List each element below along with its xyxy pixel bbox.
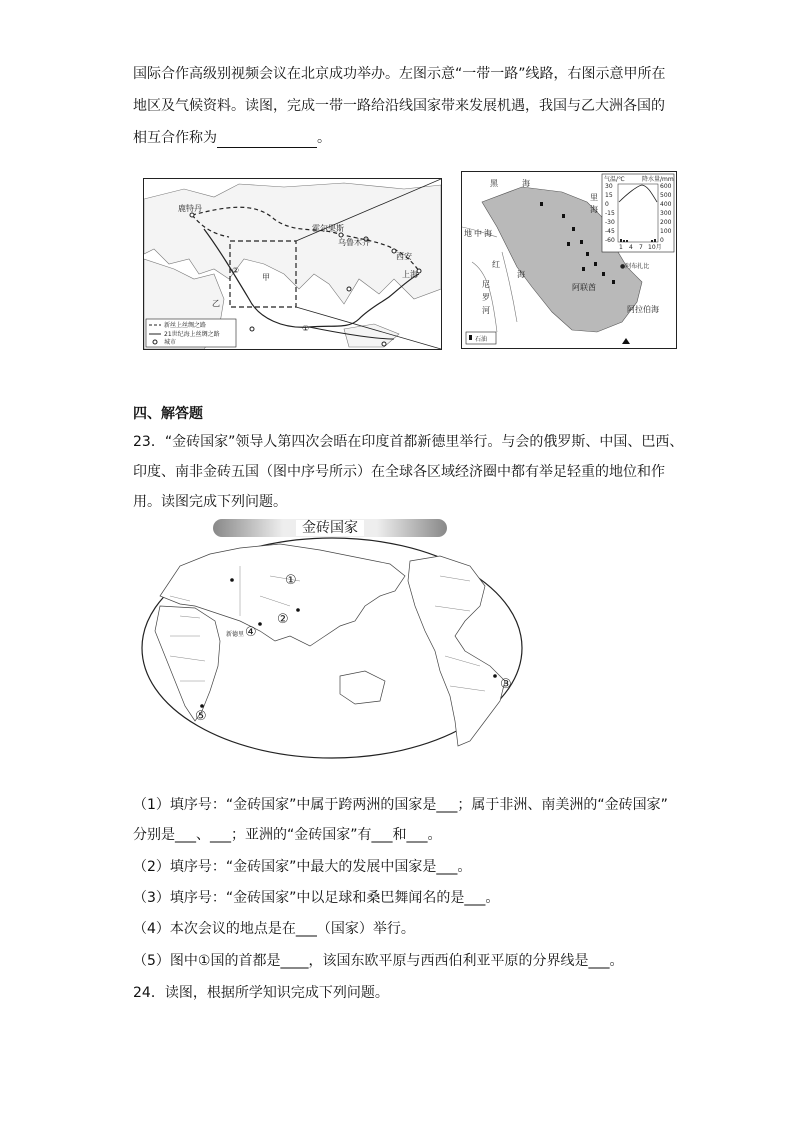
answer-blank[interactable] xyxy=(217,133,317,148)
label-shanghai: 上海 xyxy=(402,270,418,279)
precip-tick: 100 xyxy=(660,228,672,235)
intro-line-3-suffix: 。 xyxy=(317,130,331,146)
label-hei: 黑 xyxy=(490,179,498,188)
label-li: 里 xyxy=(590,193,598,202)
climate-precip-ticks xyxy=(660,183,672,244)
label-urumqi: 乌鲁木齐 xyxy=(338,238,370,247)
temp-tick: 30 xyxy=(605,183,613,190)
legend-city-text: 城市 xyxy=(164,339,177,346)
label-hai-2: 海 xyxy=(517,270,525,279)
month-tick: 4 xyxy=(629,244,633,251)
marker-5-south-africa: ⑤ xyxy=(195,709,207,724)
label-nile-3: 河 xyxy=(482,306,490,315)
city-huoerguosi xyxy=(339,233,343,237)
subq-1a: （1）填序号：“金砖国家”中属于跨两洲的国家是___；属于非洲、南美洲的“金砖国家” xyxy=(133,797,668,813)
precip-tick: 200 xyxy=(660,219,672,226)
marker-4-india: ④ xyxy=(245,625,257,640)
temp-tick: -30 xyxy=(605,219,615,226)
label-new-delhi: 新德里 xyxy=(226,631,245,638)
label-dizhonghai-1: 地 xyxy=(464,229,472,238)
label-circle-1: ① xyxy=(302,324,310,333)
month-tick: 7 xyxy=(639,244,643,251)
month-tick: 1 xyxy=(619,244,623,251)
subq-3: （3）填序号：“金砖国家”中以足球和桑巴舞闻名的是___。 xyxy=(133,890,500,906)
precip-tick: 400 xyxy=(660,201,672,208)
subq-5: （5）图中①国的首都是____，该国东欧平原与西西伯利亚平原的分界线是___。 xyxy=(133,953,624,969)
precip-tick: 500 xyxy=(660,192,672,199)
legend-land-text: 新丝上丝绸之路 xyxy=(164,322,207,329)
label-yi: 乙 xyxy=(212,299,220,308)
belt-road-map xyxy=(143,178,442,350)
marker-3-brazil: ③ xyxy=(500,677,512,692)
climate-precip-label: 降水量/mm xyxy=(642,176,674,183)
city-jakarta xyxy=(382,342,386,346)
temp-tick: -45 xyxy=(605,228,615,235)
precip-tick: 0 xyxy=(660,237,664,244)
brics-map-title xyxy=(213,519,447,537)
label-arabian-sea: 阿拉伯海 xyxy=(627,305,659,314)
brics-world-map xyxy=(140,536,524,760)
capital-moscow xyxy=(230,578,234,582)
label-hai-3: 海 xyxy=(590,205,598,214)
legend-sea-text: 21世纪海上丝绸之路 xyxy=(164,331,220,338)
middle-east-map xyxy=(461,171,677,349)
month-tick: 10月 xyxy=(648,244,662,251)
legend-city-symbol xyxy=(153,340,157,344)
q23-line-1: 23．“金砖国家”领导人第四次会晤在印度首都新德里举行。与会的俄罗斯、中国、巴西、 xyxy=(133,434,684,450)
section-heading: 四、解答题 xyxy=(133,406,203,422)
intro-line-3 xyxy=(133,128,331,148)
intro-line-2: 地区及气候资料。读图，完成一带一路给沿线国家带来发展机遇，我国与乙大洲各国的 xyxy=(133,98,665,114)
label-circle-2: ② xyxy=(232,266,240,275)
q23-line-2: 印度、南非金砖五国（图中序号所示）在全球各区域经济圈中都有举足轻重的地位和作 xyxy=(133,464,665,480)
label-hai-1: 海 xyxy=(522,179,530,188)
intro-line-1: 国际合作高级别视频会议在北京成功举办。左图示意“一带一路”线路，右图示意甲所在 xyxy=(133,66,666,82)
label-nile-2: 罗 xyxy=(482,293,490,302)
temp-tick: 0 xyxy=(605,201,609,208)
marker-1-russia: ① xyxy=(285,573,297,588)
precip-tick: 300 xyxy=(660,210,672,217)
capital-brasilia xyxy=(493,674,497,678)
q24-line-1: 24．读图，根据所学知识完成下列问题。 xyxy=(133,985,389,1001)
label-dizhonghai-2: 中 xyxy=(474,229,482,238)
subq-1b: 分别是___、___；亚洲的“金砖国家”有___和___。 xyxy=(133,827,442,843)
label-arabia: 阿联酋 xyxy=(572,283,596,292)
intro-line-3-prefix: 相互合作称为 xyxy=(133,130,217,146)
temp-tick: 15 xyxy=(605,192,613,199)
label-hong: 红 xyxy=(492,260,500,269)
climate-temp-label: 气温/℃ xyxy=(604,176,625,183)
capital-new-delhi xyxy=(258,622,262,626)
oil-legend-text: 石油 xyxy=(475,336,488,343)
subq-2: （2）填序号：“金砖国家”中最大的发展中国家是___。 xyxy=(133,859,472,875)
marker-2-china: ② xyxy=(277,612,289,627)
middle-east-map-svg xyxy=(462,172,676,348)
belt-road-map-svg xyxy=(144,179,441,349)
label-xian: 西安 xyxy=(396,252,412,261)
temp-tick: -15 xyxy=(605,210,615,217)
city-rotterdam xyxy=(190,213,194,217)
label-rotterdam: 鹿特丹 xyxy=(178,204,202,213)
brics-world-map-svg xyxy=(140,536,524,760)
label-dizhonghai-3: 海 xyxy=(484,229,492,238)
precip-tick: 600 xyxy=(660,183,672,190)
subq-4: （4）本次会议的地点是在___（国家）举行。 xyxy=(133,921,415,937)
label-huoerguosi: 霍尔果斯 xyxy=(312,224,344,233)
city-africa xyxy=(250,327,254,331)
brics-map-title-text: 金砖国家 xyxy=(296,520,364,536)
capital-beijing xyxy=(296,608,300,612)
label-abu-dhabi: ●阿布扎比 xyxy=(620,263,650,270)
city-india xyxy=(347,287,351,291)
capital-pretoria xyxy=(200,704,204,708)
label-nile-1: 尼 xyxy=(482,280,490,289)
temp-tick: -60 xyxy=(605,237,615,244)
q23-line-3: 用。读图完成下列问题。 xyxy=(133,494,287,510)
label-jia: 甲 xyxy=(262,273,270,282)
oil-legend-symbol xyxy=(469,335,472,340)
